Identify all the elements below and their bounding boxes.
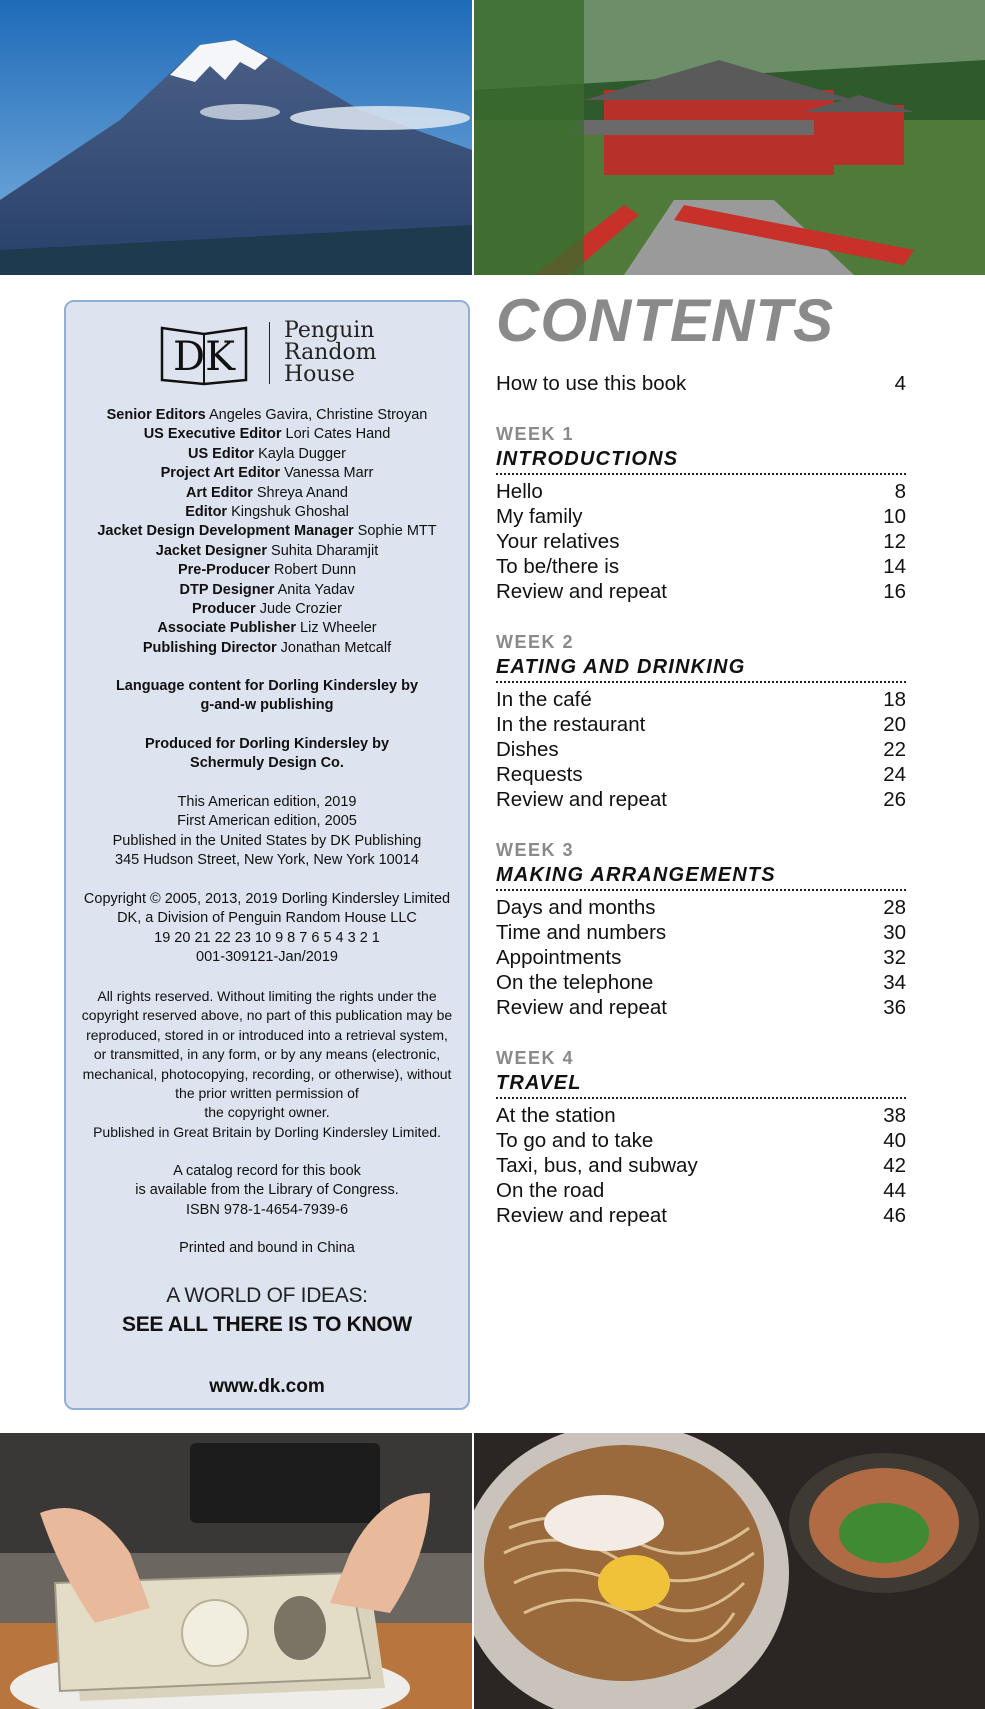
toc-entry[interactable]: Time and numbers 30 [496,921,906,944]
credit-line: Project Art Editor Vanessa Marr [160,465,374,482]
toc-entry[interactable]: Appointments 32 [496,946,906,969]
toc-entry[interactable]: At the station 38 [496,1104,906,1127]
catalog-record: A catalog record for this book is available from the Library of Congress. ISBN 978-1-4654-7939-6 [135,1163,399,1218]
credits-list [66,406,468,658]
credit-line: US Editor Kayla Dugger [188,445,346,462]
toc-entry[interactable]: Requests 24 [496,763,906,786]
toc-entry[interactable]: Review and repeat 46 [496,1204,906,1227]
publisher-line: Penguin [284,318,375,343]
week-label: WEEK 1 [496,424,575,444]
credit-line: Art Editor Shreya Anand [186,484,348,501]
yen-banknotes-photo [0,1433,472,1709]
toc-entry[interactable]: On the telephone 34 [496,971,906,994]
toc-week-3 [496,838,906,1020]
noodle-soup-photo [474,1433,985,1709]
section-title: TRAVEL [496,1070,906,1099]
week-label: WEEK 4 [496,1048,575,1068]
mount-fuji-photo [0,0,472,275]
section-title: MAKING ARRANGEMENTS [496,862,906,891]
credit-line: Editor Kingshuk Ghoshal [185,504,349,521]
toc-entry[interactable]: Review and repeat 16 [496,580,906,603]
credit-line: Pre-Producer Robert Dunn [177,562,357,579]
publisher-logo [66,320,468,390]
credit-line: Producer Jude Crozier [192,601,342,618]
toc-intro [496,371,906,396]
printed-in: Printed and bound in China [179,1240,355,1256]
publisher-line: House [284,362,355,387]
contents-heading: CONTENTS [496,287,834,354]
toc-entry[interactable]: In the restaurant 20 [496,713,906,736]
toc-entry[interactable]: On the road 44 [496,1179,906,1202]
toc-entry[interactable]: My family 10 [496,505,906,528]
copyright-info: Copyright © 2005, 2013, 2019 Dorling Kindersley Limited DK, a Division of Penguin Random House LLC 19 20 21 22 23 10 9 8 7 6 5 4 3 2 1 001-309121-Jan/2019 [83,891,451,966]
credit-line: Associate Publisher Liz Wheeler [157,620,377,637]
toc-entry[interactable]: Your relatives 12 [496,530,906,553]
toc-week-1 [496,422,906,604]
toc-entry[interactable]: Hello 8 [496,480,906,503]
dk-book-logo-icon [158,320,250,386]
toc-entry[interactable]: How to use this book 4 [496,372,906,395]
section-title: EATING AND DRINKING [496,654,906,683]
tagline-line-2: SEE ALL THERE IS TO KNOW [122,1313,412,1336]
logo-divider [269,322,270,384]
credit-line: Jacket Designer Suhita Dharamjit [155,542,379,559]
toc-entry[interactable]: Review and repeat 26 [496,788,906,811]
rights-notice: All rights reserved. Without limiting the rights under the copyright reserved above, no part of this publication may be reproduced, stored in or introduced into a retrieval system, or transmitted, in any form, or by any means (electronic, mechanical, photocopying, recording, or otherwise), without the prior written permission of the copyright owner. Published in Great Britain by Dorling Kindersley Limited. [81,988,453,1140]
toc-entry[interactable]: Taxi, bus, and subway 42 [496,1154,906,1177]
imprint-panel [64,300,470,1410]
tagline-line-1: A WORLD OF IDEAS: [166,1284,368,1307]
toc-entry[interactable]: In the café 18 [496,688,906,711]
toc-week-2 [496,630,906,812]
toc-entry[interactable]: Days and months 28 [496,896,906,919]
temple-photo [474,0,985,275]
publisher-line: Random [284,340,377,365]
toc-week-4 [496,1046,906,1228]
week-label: WEEK 3 [496,840,575,860]
toc-entry[interactable]: To go and to take 40 [496,1129,906,1152]
toc-entry[interactable]: To be/there is 14 [496,555,906,578]
produced-for-credit: Produced for Dorling Kindersley by Schermuly Design Co. [144,736,390,772]
toc-entry[interactable]: Dishes 22 [496,738,906,761]
edition-info: This American edition, 2019 First American edition, 2005 Published in the United States by DK Publishing 345 Hudson Street, New York, New York 10014 [112,794,422,869]
week-label: WEEK 2 [496,632,575,652]
credit-line: US Executive Editor Lori Cates Hand [143,426,391,443]
website-link[interactable]: www.dk.com [209,1376,325,1397]
credit-line: Publishing Director Jonathan Metcalf [142,639,392,656]
section-title: INTRODUCTIONS [496,446,906,475]
toc-entry[interactable]: Review and repeat 36 [496,996,906,1019]
credit-line: DTP Designer Anita Yadav [179,581,355,598]
svg-text:DK: DK [173,334,235,380]
credit-line: Jacket Design Development Manager Sophie MTT [97,523,437,540]
penguin-random-house-wordmark [284,320,377,386]
language-content-credit: Language content for Dorling Kindersley by g-and-w publishing [115,678,419,714]
credit-line: Senior Editors Angeles Gavira, Christine Stroyan [106,407,428,423]
